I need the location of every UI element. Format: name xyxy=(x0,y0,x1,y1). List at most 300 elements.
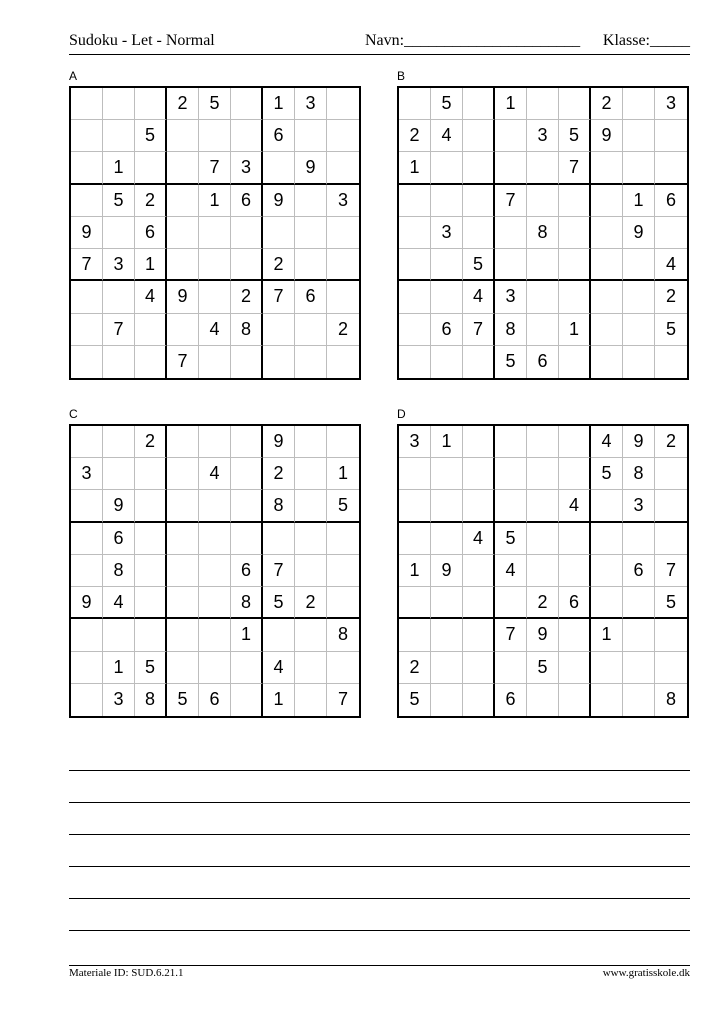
sudoku-cell[interactable] xyxy=(623,652,655,684)
sudoku-cell[interactable] xyxy=(623,249,655,281)
sudoku-cell[interactable]: 7 xyxy=(337,689,348,710)
sudoku-cell[interactable] xyxy=(167,314,199,346)
sudoku-cell[interactable] xyxy=(71,619,103,651)
sudoku-cell[interactable] xyxy=(71,684,103,716)
sudoku-cell[interactable] xyxy=(71,314,103,346)
sudoku-cell[interactable]: 7 xyxy=(103,314,135,346)
sudoku-cell[interactable] xyxy=(655,523,687,555)
sudoku-cell[interactable] xyxy=(463,88,495,120)
sudoku-cell[interactable] xyxy=(167,120,199,152)
sudoku-cell[interactable] xyxy=(623,587,655,619)
sudoku-cell[interactable] xyxy=(103,217,135,249)
sudoku-cell[interactable] xyxy=(231,458,263,490)
sudoku-cell[interactable]: 5 xyxy=(327,490,359,522)
sudoku-cell[interactable] xyxy=(431,619,463,651)
sudoku-cell[interactable] xyxy=(623,281,655,313)
sudoku-cell[interactable]: 6 xyxy=(655,185,687,217)
sudoku-cell[interactable] xyxy=(199,652,231,684)
sudoku-cell[interactable]: 2 xyxy=(399,652,431,684)
sudoku-cell[interactable] xyxy=(527,249,559,281)
sudoku-cell[interactable]: 1 xyxy=(399,152,431,184)
sudoku-cell[interactable] xyxy=(231,346,263,378)
sudoku-cell[interactable]: 6 xyxy=(295,281,327,313)
sudoku-cell[interactable]: 5 xyxy=(463,249,495,281)
sudoku-cell[interactable] xyxy=(399,587,431,619)
sudoku-cell[interactable]: 5 xyxy=(199,88,231,120)
sudoku-cell[interactable] xyxy=(71,281,103,313)
sudoku-cell[interactable] xyxy=(71,346,103,378)
sudoku-cell[interactable]: 7 xyxy=(263,555,295,587)
sudoku-cell[interactable]: 4 xyxy=(655,249,687,281)
sudoku-cell[interactable]: 7 xyxy=(559,152,591,184)
sudoku-cell[interactable] xyxy=(463,652,495,684)
sudoku-cell[interactable]: 4 xyxy=(103,587,135,619)
sudoku-cell[interactable]: 6 xyxy=(199,684,231,716)
sudoku-cell[interactable]: 4 xyxy=(199,458,231,490)
sudoku-cell[interactable]: 5 xyxy=(103,185,135,217)
sudoku-cell[interactable] xyxy=(135,490,167,522)
sudoku-cell[interactable] xyxy=(527,490,559,522)
sudoku-cell[interactable] xyxy=(295,684,327,716)
sudoku-cell[interactable] xyxy=(263,523,295,555)
sudoku-cell[interactable]: 3 xyxy=(231,152,263,184)
sudoku-cell[interactable] xyxy=(463,458,495,490)
sudoku-cell[interactable] xyxy=(431,185,463,217)
sudoku-cell[interactable] xyxy=(103,426,135,458)
sudoku-cell[interactable] xyxy=(295,249,327,281)
sudoku-cell[interactable]: 8 xyxy=(495,314,527,346)
sudoku-cell[interactable] xyxy=(71,555,103,587)
sudoku-cell[interactable]: 4 xyxy=(591,426,623,458)
sudoku-cell[interactable]: 2 xyxy=(527,587,559,619)
sudoku-cell[interactable] xyxy=(295,523,327,555)
sudoku-cell[interactable] xyxy=(231,490,263,522)
sudoku-cell[interactable] xyxy=(199,426,231,458)
sudoku-cell[interactable]: 2 xyxy=(327,314,359,346)
sudoku-cell[interactable] xyxy=(527,185,559,217)
sudoku-cell[interactable] xyxy=(167,217,199,249)
sudoku-cell[interactable] xyxy=(559,684,591,716)
sudoku-cell[interactable] xyxy=(463,426,495,458)
sudoku-cell[interactable]: 1 xyxy=(399,555,431,587)
sudoku-cell[interactable] xyxy=(263,152,295,184)
sudoku-cell[interactable] xyxy=(103,281,135,313)
sudoku-cell[interactable] xyxy=(495,152,527,184)
sudoku-cell[interactable]: 8 xyxy=(103,555,135,587)
sudoku-cell[interactable] xyxy=(591,555,623,587)
sudoku-cell[interactable] xyxy=(463,217,495,249)
sudoku-cell[interactable] xyxy=(463,185,495,217)
sudoku-cell[interactable] xyxy=(103,458,135,490)
sudoku-cell[interactable] xyxy=(167,249,199,281)
sudoku-cell[interactable]: 2 xyxy=(231,281,263,313)
sudoku-cell[interactable]: 7 xyxy=(495,619,527,651)
sudoku-cell[interactable]: 1 xyxy=(199,185,231,217)
sudoku-cell[interactable]: 5 xyxy=(527,652,559,684)
sudoku-cell[interactable] xyxy=(295,185,327,217)
sudoku-cell[interactable] xyxy=(591,314,623,346)
sudoku-cell[interactable]: 5 xyxy=(263,587,295,619)
sudoku-cell[interactable]: 3 xyxy=(327,185,359,217)
sudoku-cell[interactable]: 1 xyxy=(431,426,463,458)
sudoku-cell[interactable] xyxy=(167,185,199,217)
sudoku-cell[interactable] xyxy=(655,152,687,184)
sudoku-cell[interactable] xyxy=(167,619,199,651)
sudoku-cell[interactable] xyxy=(231,249,263,281)
sudoku-cell[interactable] xyxy=(135,346,167,378)
sudoku-cell[interactable]: 1 xyxy=(559,314,591,346)
sudoku-cell[interactable]: 1 xyxy=(135,249,167,281)
sudoku-cell[interactable] xyxy=(71,88,103,120)
sudoku-cell[interactable] xyxy=(559,619,591,651)
sudoku-cell[interactable] xyxy=(71,523,103,555)
sudoku-cell[interactable] xyxy=(527,426,559,458)
sudoku-cell[interactable] xyxy=(463,684,495,716)
sudoku-cell[interactable] xyxy=(463,120,495,152)
sudoku-cell[interactable] xyxy=(167,426,199,458)
sudoku-cell[interactable]: 9 xyxy=(263,185,295,217)
sudoku-cell[interactable] xyxy=(295,555,327,587)
sudoku-cell[interactable]: 1 xyxy=(495,88,527,120)
sudoku-cell[interactable]: 2 xyxy=(399,120,431,152)
sudoku-cell[interactable] xyxy=(623,152,655,184)
sudoku-cell[interactable]: 7 xyxy=(495,185,527,217)
sudoku-cell[interactable] xyxy=(527,152,559,184)
sudoku-cell[interactable] xyxy=(431,652,463,684)
sudoku-cell[interactable]: 7 xyxy=(463,314,495,346)
sudoku-cell[interactable]: 7 xyxy=(263,281,295,313)
sudoku-cell[interactable] xyxy=(71,652,103,684)
sudoku-cell[interactable] xyxy=(591,346,623,378)
sudoku-cell[interactable] xyxy=(399,619,431,651)
sudoku-cell[interactable] xyxy=(327,523,359,555)
sudoku-cell[interactable]: 7 xyxy=(199,152,231,184)
sudoku-cell[interactable] xyxy=(623,88,655,120)
sudoku-cell[interactable] xyxy=(399,88,431,120)
sudoku-cell[interactable] xyxy=(399,523,431,555)
sudoku-cell[interactable] xyxy=(431,249,463,281)
sudoku-cell[interactable] xyxy=(655,458,687,490)
sudoku-cell[interactable] xyxy=(71,426,103,458)
sudoku-cell[interactable]: 4 xyxy=(463,281,495,313)
sudoku-cell[interactable] xyxy=(327,217,359,249)
sudoku-cell[interactable]: 1 xyxy=(327,458,359,490)
sudoku-cell[interactable] xyxy=(527,684,559,716)
sudoku-cell[interactable]: 6 xyxy=(231,555,263,587)
sudoku-cell[interactable]: 6 xyxy=(495,684,527,716)
sudoku-cell[interactable] xyxy=(527,555,559,587)
sudoku-cell[interactable]: 2 xyxy=(167,88,199,120)
sudoku-cell[interactable] xyxy=(495,217,527,249)
sudoku-cell[interactable]: 6 xyxy=(231,185,263,217)
sudoku-cell[interactable] xyxy=(591,587,623,619)
sudoku-cell[interactable] xyxy=(199,120,231,152)
sudoku-cell[interactable] xyxy=(231,684,263,716)
sudoku-cell[interactable] xyxy=(327,249,359,281)
sudoku-cell[interactable]: 4 xyxy=(463,523,495,555)
sudoku-cell[interactable]: 8 xyxy=(665,689,676,710)
sudoku-cell[interactable] xyxy=(399,185,431,217)
sudoku-cell[interactable] xyxy=(591,523,623,555)
sudoku-cell[interactable]: 6 xyxy=(527,346,559,378)
sudoku-cell[interactable]: 5 xyxy=(559,120,591,152)
sudoku-cell[interactable]: 9 xyxy=(71,587,103,619)
sudoku-cell[interactable] xyxy=(431,490,463,522)
sudoku-cell[interactable]: 4 xyxy=(199,314,231,346)
sudoku-cell[interactable]: 8 xyxy=(263,490,295,522)
sudoku-cell[interactable] xyxy=(295,314,327,346)
sudoku-cell[interactable] xyxy=(463,587,495,619)
sudoku-cell[interactable] xyxy=(399,249,431,281)
sudoku-cell[interactable]: 1 xyxy=(263,684,295,716)
sudoku-cell[interactable] xyxy=(231,120,263,152)
sudoku-cell[interactable] xyxy=(167,490,199,522)
sudoku-cell[interactable]: 1 xyxy=(103,652,135,684)
sudoku-cell[interactable]: 3 xyxy=(655,88,687,120)
sudoku-cell[interactable] xyxy=(295,490,327,522)
sudoku-cell[interactable]: 9 xyxy=(431,555,463,587)
sudoku-cell[interactable]: 3 xyxy=(495,281,527,313)
sudoku-cell[interactable] xyxy=(199,555,231,587)
sudoku-cell[interactable] xyxy=(623,346,655,378)
sudoku-cell[interactable]: 9 xyxy=(71,217,103,249)
sudoku-cell[interactable] xyxy=(295,426,327,458)
sudoku-cell[interactable] xyxy=(495,249,527,281)
sudoku-cell[interactable] xyxy=(135,314,167,346)
sudoku-cell[interactable] xyxy=(295,652,327,684)
sudoku-cell[interactable] xyxy=(135,587,167,619)
sudoku-cell[interactable]: 6 xyxy=(431,314,463,346)
sudoku-cell[interactable]: 4 xyxy=(135,281,167,313)
sudoku-cell[interactable]: 6 xyxy=(263,120,295,152)
sudoku-cell[interactable] xyxy=(327,281,359,313)
sudoku-cell[interactable]: 6 xyxy=(135,217,167,249)
sudoku-cell[interactable]: 1 xyxy=(623,185,655,217)
sudoku-cell[interactable]: 5 xyxy=(135,652,167,684)
sudoku-cell[interactable]: 6 xyxy=(559,587,591,619)
sudoku-cell[interactable] xyxy=(623,684,655,716)
sudoku-cell[interactable] xyxy=(327,88,359,120)
sudoku-cell[interactable] xyxy=(623,523,655,555)
sudoku-cell[interactable] xyxy=(559,555,591,587)
sudoku-cell[interactable]: 7 xyxy=(167,346,199,378)
sudoku-cell[interactable] xyxy=(199,523,231,555)
sudoku-cell[interactable] xyxy=(167,652,199,684)
sudoku-cell[interactable]: 5 xyxy=(399,684,431,716)
sudoku-cell[interactable] xyxy=(399,314,431,346)
sudoku-cell[interactable]: 5 xyxy=(431,88,463,120)
sudoku-cell[interactable]: 8 xyxy=(527,217,559,249)
sudoku-cell[interactable] xyxy=(591,152,623,184)
sudoku-cell[interactable] xyxy=(431,587,463,619)
sudoku-cell[interactable]: 8 xyxy=(623,458,655,490)
sudoku-cell[interactable] xyxy=(167,458,199,490)
sudoku-cell[interactable]: 3 xyxy=(527,120,559,152)
sudoku-cell[interactable]: 2 xyxy=(263,249,295,281)
sudoku-cell[interactable]: 2 xyxy=(655,426,687,458)
sudoku-cell[interactable]: 6 xyxy=(103,523,135,555)
sudoku-cell[interactable] xyxy=(199,490,231,522)
sudoku-cell[interactable]: 1 xyxy=(263,88,295,120)
sudoku-cell[interactable] xyxy=(431,458,463,490)
sudoku-cell[interactable]: 8 xyxy=(135,684,167,716)
sudoku-cell[interactable] xyxy=(199,281,231,313)
sudoku-cell[interactable]: 7 xyxy=(655,555,687,587)
sudoku-cell[interactable] xyxy=(263,619,295,651)
sudoku-cell[interactable] xyxy=(399,281,431,313)
sudoku-cell[interactable] xyxy=(431,281,463,313)
sudoku-cell[interactable] xyxy=(527,88,559,120)
sudoku-cell[interactable]: 3 xyxy=(431,217,463,249)
sudoku-cell[interactable] xyxy=(623,314,655,346)
sudoku-cell[interactable] xyxy=(591,652,623,684)
sudoku-cell[interactable] xyxy=(591,490,623,522)
sudoku-cell[interactable]: 3 xyxy=(295,88,327,120)
sudoku-cell[interactable] xyxy=(71,120,103,152)
sudoku-cell[interactable] xyxy=(71,490,103,522)
sudoku-cell[interactable]: 2 xyxy=(295,587,327,619)
sudoku-cell[interactable] xyxy=(135,555,167,587)
sudoku-cell[interactable]: 3 xyxy=(71,458,103,490)
sudoku-cell[interactable]: 5 xyxy=(655,587,687,619)
sudoku-cell[interactable] xyxy=(655,619,687,651)
sudoku-cell[interactable] xyxy=(135,152,167,184)
sudoku-cell[interactable] xyxy=(263,314,295,346)
sudoku-cell[interactable] xyxy=(559,458,591,490)
sudoku-cell[interactable] xyxy=(527,281,559,313)
sudoku-cell[interactable]: 4 xyxy=(495,555,527,587)
sudoku-cell[interactable] xyxy=(431,684,463,716)
sudoku-cell[interactable]: 3 xyxy=(103,249,135,281)
sudoku-cell[interactable] xyxy=(167,587,199,619)
sudoku-cell[interactable]: 3 xyxy=(103,684,135,716)
sudoku-cell[interactable]: 5 xyxy=(591,458,623,490)
sudoku-cell[interactable]: 9 xyxy=(263,426,295,458)
sudoku-cell[interactable] xyxy=(495,652,527,684)
sudoku-cell[interactable] xyxy=(559,281,591,313)
sudoku-cell[interactable] xyxy=(167,152,199,184)
sudoku-cell[interactable] xyxy=(655,217,687,249)
sudoku-cell[interactable] xyxy=(655,346,687,378)
sudoku-cell[interactable] xyxy=(591,281,623,313)
sudoku-cell[interactable] xyxy=(103,619,135,651)
sudoku-cell[interactable] xyxy=(71,185,103,217)
sudoku-cell[interactable]: 8 xyxy=(231,587,263,619)
sudoku-cell[interactable]: 5 xyxy=(167,684,199,716)
sudoku-cell[interactable] xyxy=(167,555,199,587)
sudoku-cell[interactable] xyxy=(71,152,103,184)
sudoku-cell[interactable] xyxy=(431,523,463,555)
sudoku-cell[interactable] xyxy=(399,346,431,378)
sudoku-cell[interactable] xyxy=(559,88,591,120)
sudoku-cell[interactable] xyxy=(327,426,359,458)
sudoku-cell[interactable] xyxy=(167,523,199,555)
sudoku-cell[interactable]: 3 xyxy=(399,426,431,458)
sudoku-cell[interactable] xyxy=(559,346,591,378)
sudoku-cell[interactable]: 9 xyxy=(591,120,623,152)
sudoku-cell[interactable] xyxy=(559,185,591,217)
sudoku-cell[interactable] xyxy=(527,523,559,555)
sudoku-cell[interactable] xyxy=(623,619,655,651)
sudoku-cell[interactable]: 2 xyxy=(655,281,687,313)
sudoku-cell[interactable] xyxy=(559,652,591,684)
sudoku-cell[interactable] xyxy=(591,185,623,217)
sudoku-cell[interactable] xyxy=(103,346,135,378)
sudoku-cell[interactable] xyxy=(655,120,687,152)
sudoku-cell[interactable] xyxy=(231,217,263,249)
sudoku-cell[interactable] xyxy=(399,458,431,490)
sudoku-cell[interactable]: 9 xyxy=(527,619,559,651)
sudoku-cell[interactable] xyxy=(623,120,655,152)
sudoku-cell[interactable] xyxy=(327,152,359,184)
sudoku-cell[interactable] xyxy=(231,88,263,120)
sudoku-cell[interactable] xyxy=(199,587,231,619)
sudoku-cell[interactable] xyxy=(463,555,495,587)
sudoku-cell[interactable] xyxy=(327,555,359,587)
sudoku-cell[interactable] xyxy=(559,426,591,458)
sudoku-cell[interactable] xyxy=(431,152,463,184)
sudoku-cell[interactable]: 1 xyxy=(591,619,623,651)
sudoku-cell[interactable] xyxy=(655,490,687,522)
sudoku-cell[interactable]: 5 xyxy=(495,346,527,378)
sudoku-cell[interactable]: 2 xyxy=(135,185,167,217)
sudoku-cell[interactable]: 5 xyxy=(495,523,527,555)
sudoku-cell[interactable] xyxy=(199,249,231,281)
sudoku-cell[interactable] xyxy=(327,587,359,619)
sudoku-cell[interactable]: 5 xyxy=(135,120,167,152)
sudoku-cell[interactable]: 9 xyxy=(167,281,199,313)
sudoku-cell[interactable] xyxy=(263,346,295,378)
sudoku-cell[interactable] xyxy=(591,217,623,249)
sudoku-cell[interactable] xyxy=(327,652,359,684)
sudoku-cell[interactable] xyxy=(399,217,431,249)
sudoku-cell[interactable] xyxy=(199,217,231,249)
sudoku-cell[interactable] xyxy=(463,619,495,651)
sudoku-cell[interactable]: 2 xyxy=(591,88,623,120)
sudoku-cell[interactable] xyxy=(591,684,623,716)
sudoku-cell[interactable]: 9 xyxy=(623,426,655,458)
sudoku-cell[interactable] xyxy=(591,249,623,281)
sudoku-cell[interactable] xyxy=(199,346,231,378)
sudoku-cell[interactable] xyxy=(559,523,591,555)
sudoku-cell[interactable] xyxy=(559,249,591,281)
sudoku-cell[interactable] xyxy=(103,120,135,152)
sudoku-cell[interactable] xyxy=(495,458,527,490)
sudoku-cell[interactable]: 9 xyxy=(103,490,135,522)
sudoku-cell[interactable] xyxy=(231,523,263,555)
sudoku-cell[interactable] xyxy=(263,217,295,249)
sudoku-cell[interactable]: 1 xyxy=(231,619,263,651)
sudoku-cell[interactable] xyxy=(199,619,231,651)
sudoku-cell[interactable]: 1 xyxy=(103,152,135,184)
sudoku-cell[interactable]: 3 xyxy=(623,490,655,522)
sudoku-cell[interactable]: 6 xyxy=(623,555,655,587)
sudoku-cell[interactable] xyxy=(399,490,431,522)
sudoku-cell[interactable] xyxy=(495,587,527,619)
sudoku-cell[interactable]: 8 xyxy=(231,314,263,346)
sudoku-cell[interactable] xyxy=(431,346,463,378)
sudoku-cell[interactable] xyxy=(463,490,495,522)
sudoku-cell[interactable] xyxy=(231,652,263,684)
sudoku-cell[interactable] xyxy=(135,523,167,555)
sudoku-cell[interactable] xyxy=(463,152,495,184)
sudoku-cell[interactable]: 2 xyxy=(135,426,167,458)
sudoku-cell[interactable] xyxy=(295,619,327,651)
sudoku-cell[interactable]: 9 xyxy=(295,152,327,184)
sudoku-cell[interactable] xyxy=(231,426,263,458)
sudoku-cell[interactable] xyxy=(135,458,167,490)
sudoku-cell[interactable] xyxy=(135,88,167,120)
